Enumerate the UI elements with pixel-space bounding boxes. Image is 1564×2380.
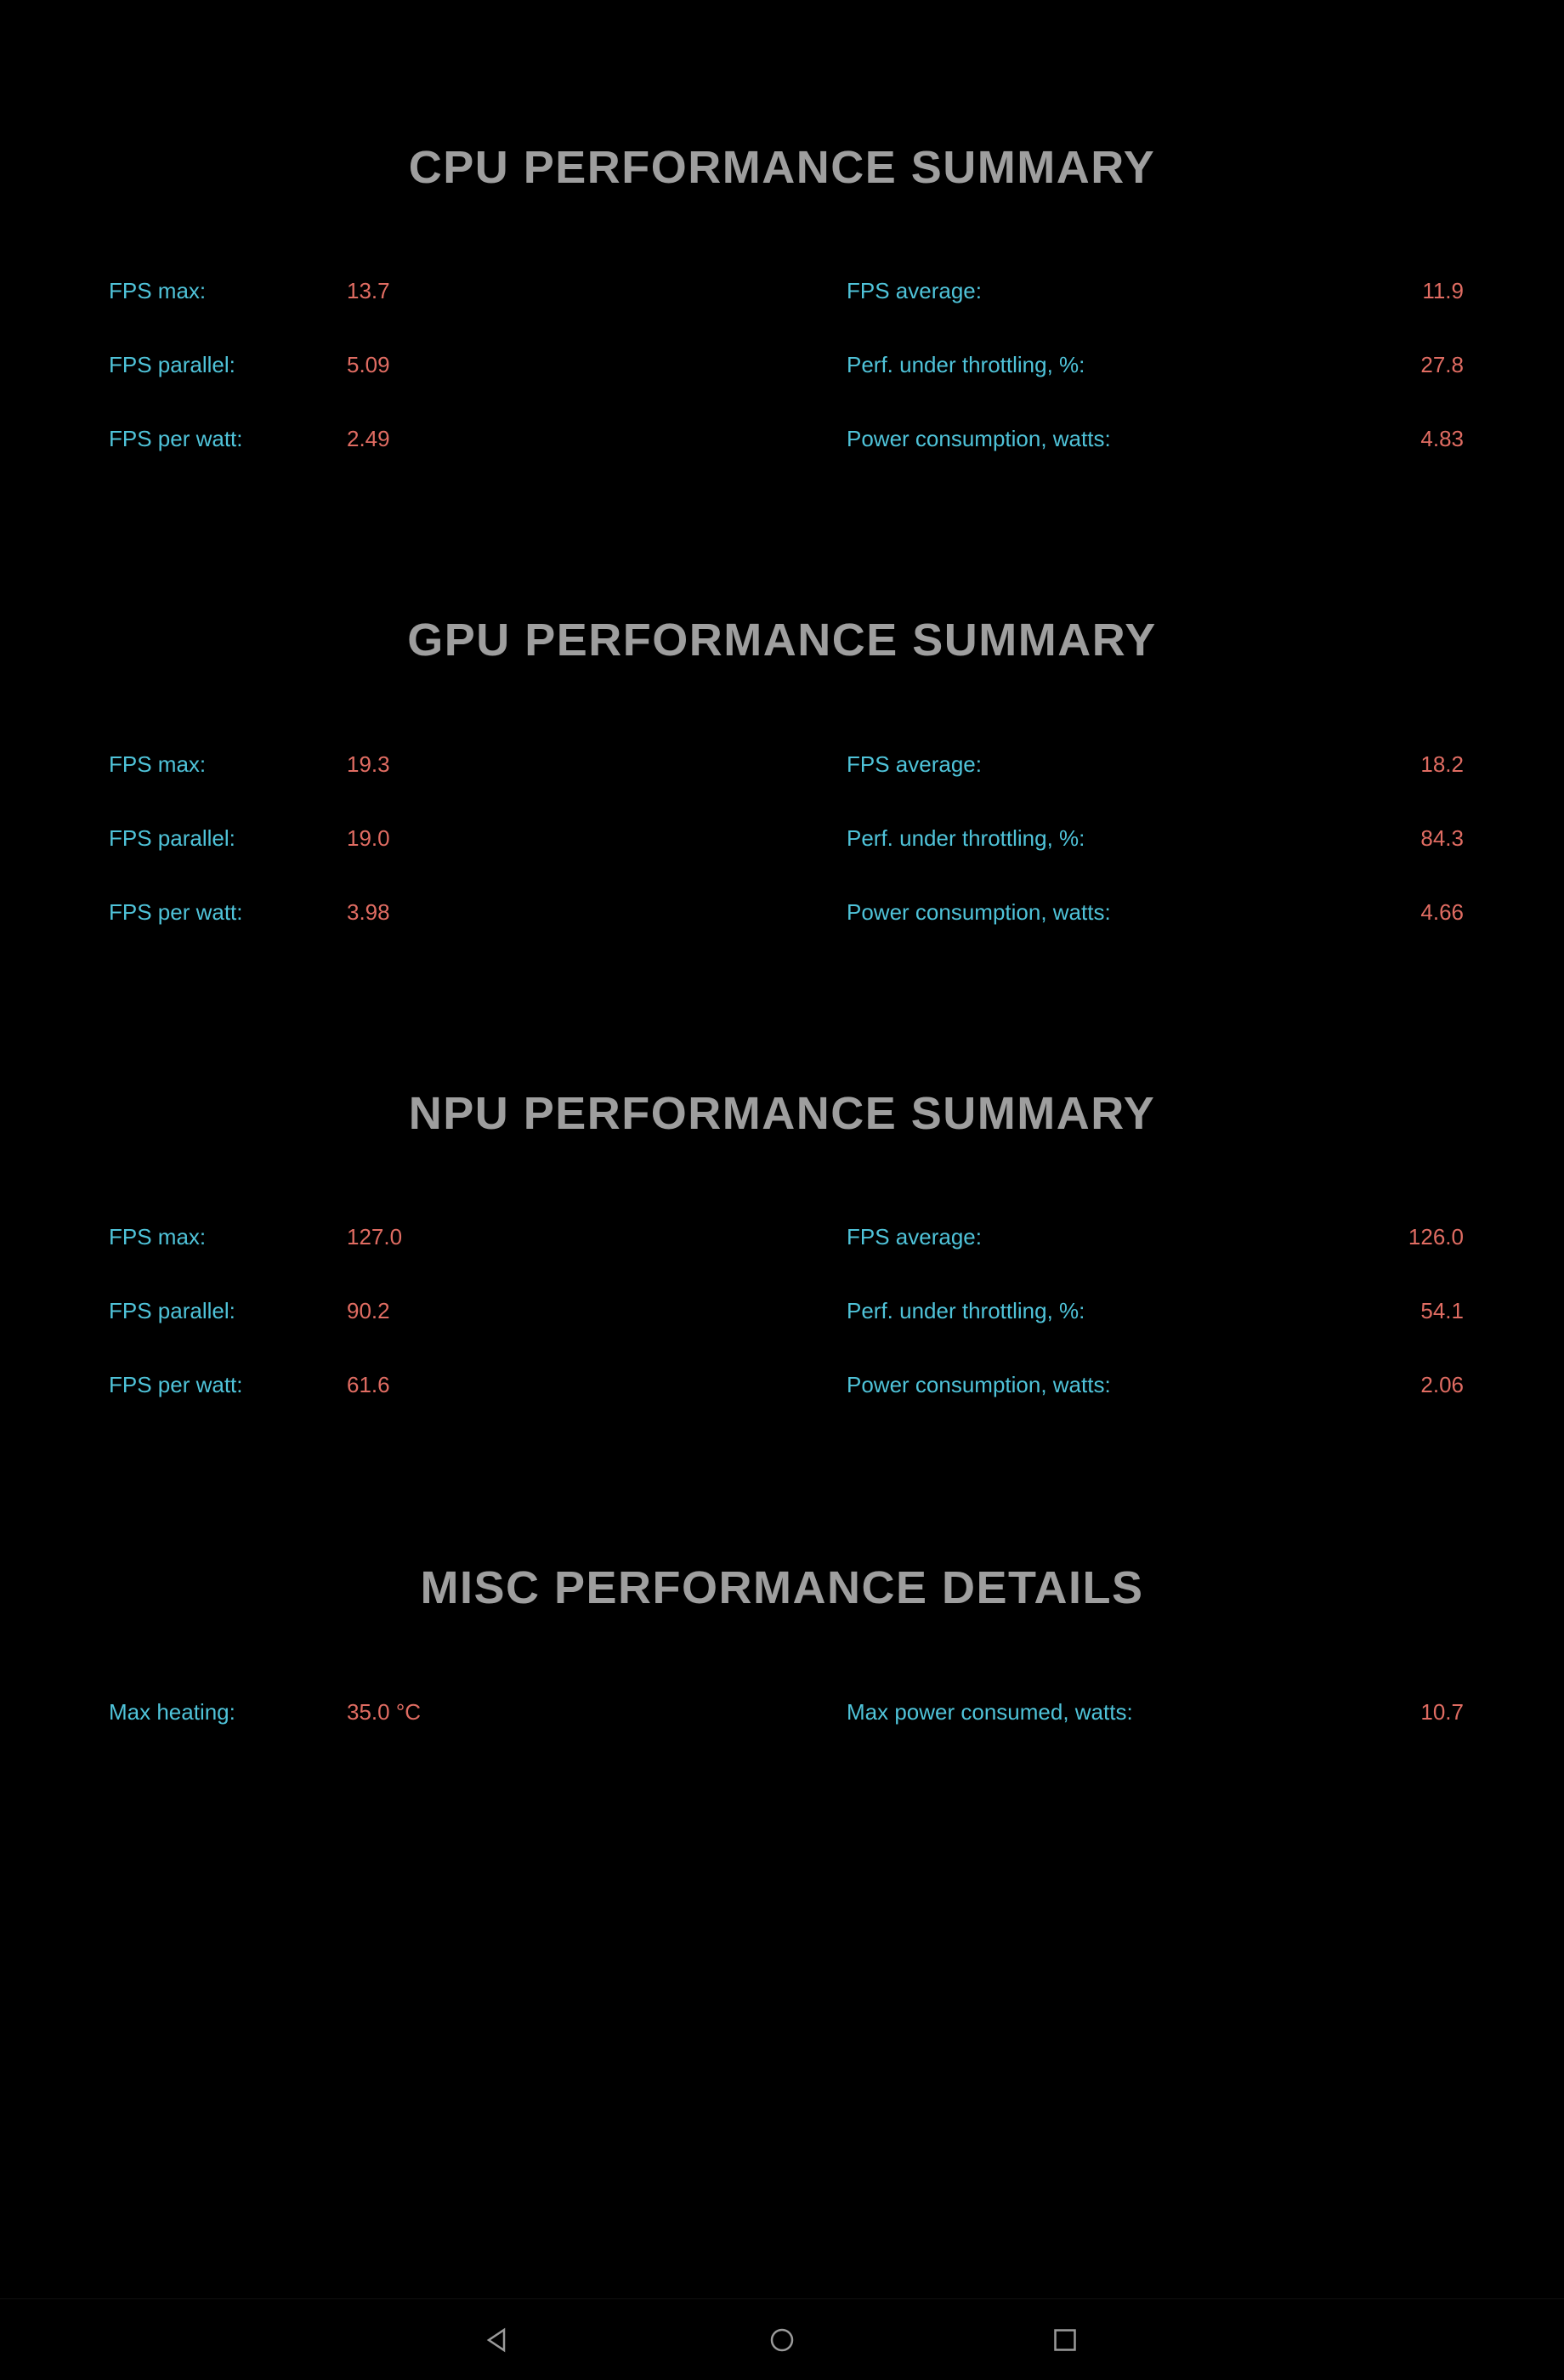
metric-cell — [0, 352, 782, 378]
metric-row — [0, 1224, 1564, 1250]
metric-row — [0, 352, 1564, 378]
metric-label: FPS per watt: — [109, 1372, 243, 1398]
gpu-metric-rows — [0, 751, 1564, 926]
metric-row — [0, 278, 1564, 304]
recents-button[interactable] — [1038, 2313, 1092, 2367]
back-button[interactable] — [472, 2313, 526, 2367]
metric-cell — [782, 899, 1564, 926]
home-button[interactable] — [755, 2313, 809, 2367]
recents-square-icon — [1051, 2326, 1080, 2354]
metric-value: 2.49 — [347, 426, 390, 452]
metric-label: Power consumption, watts: — [847, 898, 1111, 925]
metric-value: 90.2 — [347, 1298, 390, 1324]
metric-cell — [782, 1224, 1564, 1250]
metric-label: Perf. under throttling, %: — [847, 352, 1085, 378]
home-circle-icon — [768, 2326, 796, 2354]
metric-value: 3.98 — [347, 898, 390, 925]
metric-value: 10.7 — [1420, 1698, 1464, 1725]
metric-cell — [782, 278, 1564, 304]
metric-cell — [782, 1298, 1564, 1324]
section-misc-performance-details — [0, 1563, 1564, 1725]
metric-cell — [782, 352, 1564, 378]
metric-cell — [0, 899, 782, 926]
section-cpu-performance-summary — [0, 143, 1564, 452]
metric-cell — [0, 1372, 782, 1398]
metric-label: Perf. under throttling, %: — [847, 1298, 1085, 1324]
metric-cell — [0, 1699, 782, 1726]
metric-label: Perf. under throttling, %: — [847, 824, 1085, 851]
metric-label: FPS max: — [109, 751, 207, 777]
metric-label: Power consumption, watts: — [847, 426, 1111, 452]
metric-label: FPS average: — [847, 751, 982, 777]
misc-metric-rows — [0, 1699, 1564, 1726]
metric-value: 4.83 — [1420, 426, 1464, 452]
back-triangle-icon — [484, 2326, 513, 2354]
metric-row — [0, 1298, 1564, 1324]
metric-label: FPS per watt: — [109, 426, 243, 452]
metric-label: Power consumption, watts: — [847, 1372, 1111, 1398]
cpu-metric-rows — [0, 278, 1564, 452]
metric-value: 2.06 — [1420, 1372, 1464, 1398]
metric-value: 4.66 — [1420, 898, 1464, 925]
metric-row — [0, 899, 1564, 926]
section-title-misc: MISC PERFORMANCE DETAILS — [420, 1562, 1144, 1614]
section-title-npu: NPU PERFORMANCE SUMMARY — [408, 1087, 1156, 1139]
metric-value: 5.09 — [347, 352, 390, 378]
metric-value: 127.0 — [347, 1224, 403, 1250]
metric-label: FPS parallel: — [109, 1298, 235, 1324]
metric-label: Max heating: — [109, 1698, 235, 1725]
metric-label: FPS max: — [109, 1224, 207, 1250]
metric-cell — [0, 278, 782, 304]
metric-label: FPS per watt: — [109, 898, 243, 925]
metric-cell — [0, 1298, 782, 1324]
metric-label: Max power consumed, watts: — [847, 1698, 1133, 1725]
metric-value: 126.0 — [1408, 1224, 1464, 1250]
metric-cell — [782, 426, 1564, 452]
metric-cell — [782, 825, 1564, 852]
section-title-gpu: GPU PERFORMANCE SUMMARY — [407, 615, 1157, 666]
npu-metric-rows — [0, 1224, 1564, 1398]
metric-label: FPS average: — [847, 278, 982, 304]
metric-row — [0, 1372, 1564, 1398]
metric-value: 84.3 — [1420, 824, 1464, 851]
metric-cell — [782, 1372, 1564, 1398]
metric-cell — [0, 426, 782, 452]
metric-cell — [782, 751, 1564, 778]
metric-value: 18.2 — [1420, 751, 1464, 777]
metric-value: 19.0 — [347, 824, 390, 851]
metric-value: 35.0 °C — [347, 1698, 422, 1725]
section-gpu-performance-summary — [0, 615, 1564, 925]
metric-value: 11.9 — [1422, 278, 1464, 304]
metric-row — [0, 1699, 1564, 1726]
metric-cell — [0, 1224, 782, 1250]
metric-value: 61.6 — [347, 1372, 390, 1398]
metric-cell — [0, 825, 782, 852]
metric-label: FPS max: — [109, 278, 207, 304]
metric-value: 54.1 — [1420, 1298, 1464, 1324]
metric-cell — [782, 1699, 1564, 1726]
metric-row — [0, 751, 1564, 778]
android-navigation-bar — [0, 2298, 1564, 2380]
metric-label: FPS average: — [847, 1224, 982, 1250]
metric-row — [0, 426, 1564, 452]
metric-value: 13.7 — [347, 278, 390, 304]
metric-row — [0, 825, 1564, 852]
section-npu-performance-summary — [0, 1089, 1564, 1398]
metric-value: 27.8 — [1420, 352, 1464, 378]
metric-cell — [0, 751, 782, 778]
metric-label: FPS parallel: — [109, 824, 235, 851]
section-title-cpu: CPU PERFORMANCE SUMMARY — [408, 142, 1156, 193]
metric-value: 19.3 — [347, 751, 390, 777]
metric-label: FPS parallel: — [109, 352, 235, 378]
